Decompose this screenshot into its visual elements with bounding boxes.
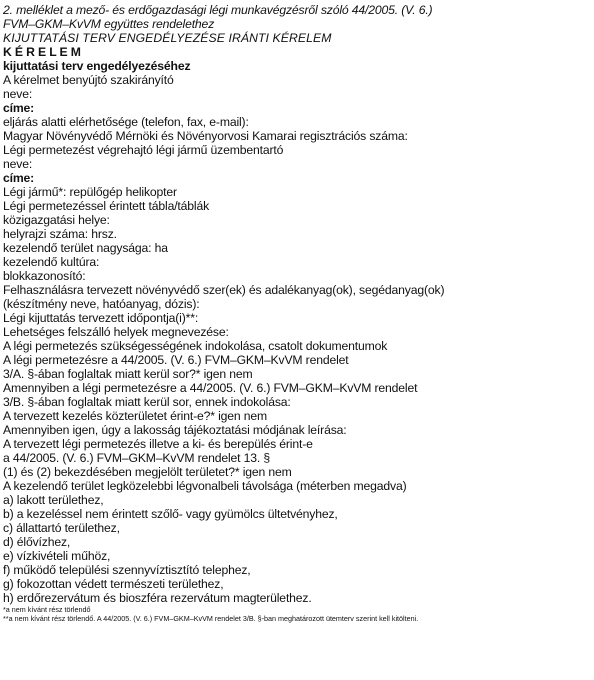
public-area-question: A tervezett kezelés közterületet érint-e?* igen nem xyxy=(3,409,268,423)
form-subtitle-kerelem: K É R E L E M xyxy=(3,45,81,59)
distances-heading: A kezelendő terület legközelebbi légvonalbeli távolsága (méterben megadva) xyxy=(3,479,407,493)
aircraft-type-line: Légi jármű*: repülőgép helikopter xyxy=(3,185,177,199)
regulation-justification-3b: 3/B. §-ában foglaltak miatt kerül sor, ennek indokolása: xyxy=(3,395,291,409)
applicant-name-label: neve: xyxy=(3,87,33,101)
distance-item-c: c) állattartó területhez, xyxy=(3,521,120,535)
distance-item-g: g) fokozottan védett természeti területhez, xyxy=(3,577,224,591)
public-info-label: Amennyiben igen, úgy a lakosság tájékoztatási módjának leírása: xyxy=(3,423,347,437)
applicant-address-label: címe: xyxy=(3,101,35,115)
fields-section-label: Légi permetezéssel érintett tábla/táblák xyxy=(3,199,210,213)
regulation-ref-line-2: Amennyiben a légi permetezésre a 44/2005. (V. 6.) FVM–GKM–KvVM rendelet xyxy=(3,381,418,395)
parcel-number-label: helyrajzi száma: hrsz. xyxy=(3,227,117,241)
planned-date-label: Légi kijuttatás tervezett időpontja(i)**: xyxy=(3,311,199,325)
distance-item-f: f) működő települési szennyvíztisztító telephez, xyxy=(3,563,251,577)
form-title: KIJUTTATÁSI TERV ENGEDÉLYEZÉSE IRÁNTI KÉRELEM xyxy=(3,31,332,45)
chamber-registration-label: Magyar Növényvédő Mérnöki és Növényorvosi Kamarai regisztrációs száma: xyxy=(3,129,408,143)
distance-item-e: e) vízkivételi műhöz, xyxy=(3,549,111,563)
applicant-section-label: A kérelmet benyújtó szakirányító xyxy=(3,73,174,87)
distance-item-h: h) erdőrezervátum és bioszféra rezervátum magterülethez. xyxy=(3,591,312,605)
protected-area-question-2: a 44/2005. (V. 6.) FVM–GKM–KvVM rendelet 13. § xyxy=(3,451,271,465)
distance-item-a: a) lakott területhez, xyxy=(3,493,104,507)
operator-address-label: címe: xyxy=(3,171,35,185)
products-detail-label: (készítmény neve, hatóanyag, dózis): xyxy=(3,297,200,311)
form-subtitle-purpose: kijuttatási terv engedélyezéséhez xyxy=(3,59,191,73)
protected-area-question-3: (1) és (2) bekezdésében megjelölt területet?* igen nem xyxy=(3,465,292,479)
block-id-label: blokkazonosító: xyxy=(3,269,86,283)
products-label: Felhasználásra tervezett növényvédő szer(ek) és adalékanyag(ok), segédanyag(ok) xyxy=(3,283,445,297)
distance-item-d: d) élővízhez, xyxy=(3,535,71,549)
document-page xyxy=(3,3,588,623)
footnote-1: *a nem kívánt rész törlendő xyxy=(3,605,91,614)
takeoff-sites-label: Lehetséges felszálló helyek megnevezése: xyxy=(3,325,229,339)
admin-location-label: közigazgatási helye: xyxy=(3,213,110,227)
crop-label: kezelendő kultúra: xyxy=(3,255,100,269)
protected-area-question-1: A tervezett légi permetezés illetve a ki- és berepülés érint-e xyxy=(3,437,313,451)
distance-item-b: b) a kezeléssel nem érintett szőlő- vagy gyümölcs ültetvényhez, xyxy=(3,507,338,521)
justification-label: A légi permetezés szükségességének indokolása, csatolt dokumentumok xyxy=(3,339,388,353)
applicant-contact-label: eljárás alatti elérhetősége (telefon, fax, e-mail): xyxy=(3,115,249,129)
annex-header-line-2: FVM–GKM–KvVM együttes rendelethez xyxy=(3,17,215,31)
footnote-2: **a nem kívánt rész törlendő. A 44/2005. (V. 6.) FVM–GKM–KvVM rendelet 3/B. §-ban meghatározott ütemterv szerint kell kitölteni. xyxy=(3,614,419,623)
regulation-ref-line-1: A légi permetezésre a 44/2005. (V. 6.) FVM–GKM–KvVM rendelet xyxy=(3,353,349,367)
operator-section-label: Légi permetezést végrehajtó légi jármű üzembentartó xyxy=(3,143,284,157)
operator-name-label: neve: xyxy=(3,157,33,171)
regulation-question-3a: 3/A. §-ában foglaltak miatt kerül sor?* igen nem xyxy=(3,367,253,381)
annex-header-line-1: 2. melléklet a mező- és erdőgazdasági légi munkavégzésről szóló 44/2005. (V. 6.) xyxy=(3,3,433,17)
treated-area-label: kezelendő terület nagysága: ha xyxy=(3,241,168,255)
